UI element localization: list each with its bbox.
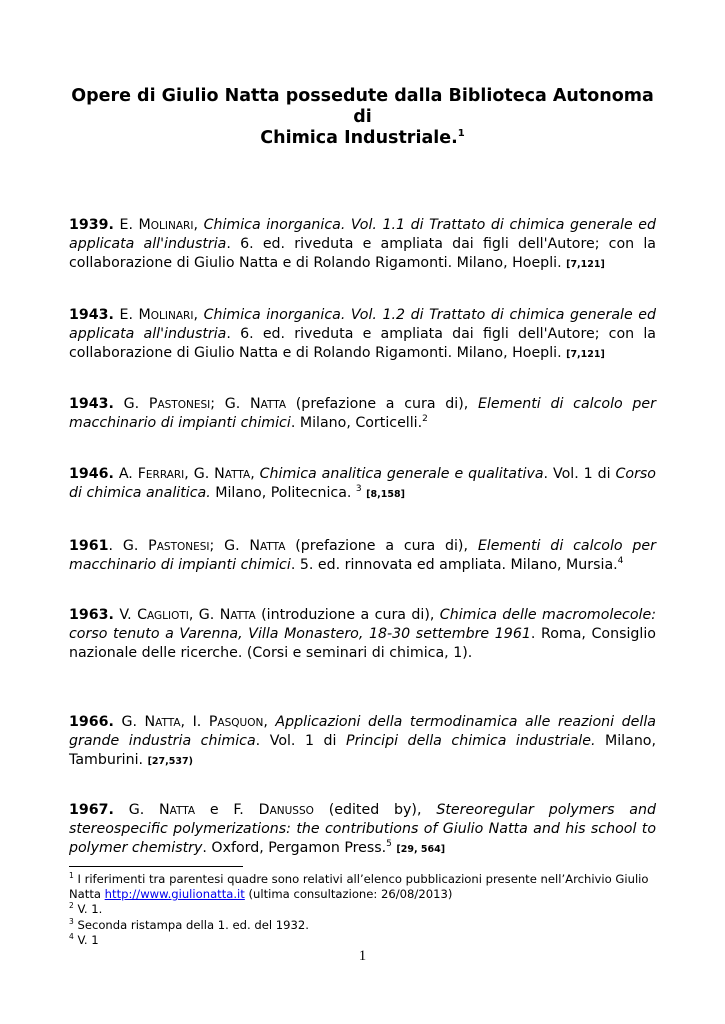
footnote-ref-5[interactable]: 5	[386, 838, 392, 849]
title-line-2: Chimica Industriale.	[260, 128, 458, 148]
entry-reference: [8,158]	[366, 489, 405, 501]
footnote-2: $^2$ V. 1.	[69, 901, 103, 917]
entry-year: 1961	[69, 538, 109, 554]
footnote-ref-2[interactable]: 2	[422, 414, 428, 425]
entry-series: Corso di chimica analitica.	[69, 466, 656, 502]
archive-link[interactable]: http://www.giulionatta.it	[104, 887, 245, 902]
entry-year: 1966.	[69, 714, 114, 730]
bibliography-entry: 1943. G. PASTONESI; G. NATTA (prefazione a cura di), Elementi di calcolo per macchinario di impianti chimici. Milano, Corticelli.$^2$	[69, 396, 656, 432]
entry-year: 1946.	[69, 466, 114, 482]
entry-publication: . Oxford, Pergamon Press.	[202, 839, 387, 856]
entry-publication: . Roma, Consiglio nazionale delle ricerche. (Corsi e seminari di chimica, 1).	[69, 626, 656, 661]
entry-author: G. NATTA	[198, 607, 256, 623]
entry-author: A. FERRARI	[118, 466, 185, 482]
bibliography-entry: 1966. G. NATTA, I. PASQUON, Applicazioni della termodinamica alle reazioni della grande industria chimica. Vol. 1 di Principi della chimica industriale. Milano, Tamburini. [27,537)	[69, 714, 656, 768]
entry-year: 1967.	[69, 802, 114, 818]
entry-author: G. NATTA	[224, 396, 287, 412]
entry-publication: . 5. ed. rinnovata ed ampliata. Milano, Mursia.	[290, 557, 618, 574]
entry-title: Chimica delle macromolecole: corso tenuto a Varenna, Villa Monastero, 18-30 settembre 1961	[69, 607, 656, 643]
entry-title: Chimica analitica generale e qualitativa	[259, 466, 544, 482]
bibliography-entry: 1967. G. NATTA e F. DANUSSO (edited by), Stereoregular polymers and stereospecific polymerizations: the contributions of Giulio Natta and his school to polymer chemistry. Oxford, Pergamon Press.$^5$ [29, 564]	[69, 802, 657, 856]
bibliography-entry: 1946. A. FERRARI, G. NATTA, Chimica analitica generale e qualitativa. Vol. 1 di Corso di chimica analitica. Milano, Politecnica. $^3$ [8,158]	[69, 466, 656, 502]
entry-author: G. NATTA	[224, 538, 286, 554]
entry-year: 1963.	[69, 607, 114, 623]
entry-series: Principi della chimica industriale.	[346, 733, 596, 750]
entry-title: Chimica inorganica. Vol. 1.2 di Trattato di chimica generale ed applicata all'industria	[69, 307, 657, 343]
entry-author: G. NATTA	[121, 714, 181, 730]
page-number: 1	[358, 948, 367, 964]
entry-author: G. NATTA	[128, 802, 196, 818]
entry-reference: [29, 564]	[396, 843, 446, 855]
entry-reference: [7,121]	[566, 348, 605, 360]
footnote-ref-1[interactable]: 1	[457, 128, 465, 139]
footnote-4: $^4$ V. 1	[69, 931, 99, 947]
entry-publication: . 6. ed. riveduta e ampliata dai figli dell'Autore; con la collaborazione di Giulio Natta e di Rolando Rigamonti. Milano, Hoepli.	[69, 326, 656, 361]
entry-author: E. MOLINARI	[119, 307, 194, 323]
footnote-separator	[69, 866, 243, 867]
entry-publication: . Milano, Corticelli.	[290, 415, 423, 432]
entry-title: Stereoregular polymers and stereospecific polymerizations: the contributions of Giulio Natta and his school to polymer chemistry	[69, 802, 657, 856]
bibliography-entry: 1943. E. MOLINARI, Chimica inorganica. Vol. 1.2 di Trattato di chimica generale ed applicata all'industria. 6. ed. riveduta e ampliata dai figli dell'Autore; con la collaborazione di Giulio Natta e di Rolando Rigamonti. Milano, Hoepli. [7,121]	[69, 307, 657, 361]
bibliography-entry: 1961. G. PASTONESI; G. NATTA (prefazione a cura di), Elementi di calcolo per macchinario di impianti chimici. 5. ed. rinnovata ed ampliata. Milano, Mursia.$^4$	[69, 538, 656, 574]
entry-author: G. NATTA	[193, 466, 251, 482]
entry-author: F. DANUSSO	[233, 802, 314, 818]
entry-year: 1943.	[69, 307, 114, 323]
footnote-3: $^3$ Seconda ristampa della 1. ed. del 1932.	[69, 916, 309, 932]
entry-author: I. PASQUON	[192, 714, 264, 730]
footnote-1: $^1$ I riferimenti tra parentesi quadre sono relativi all’elenco pubblicazioni presente nell’Archivio Giulio Natta http://www.giulionatta.it (ultima consultazione: 26/08/2013)	[69, 871, 649, 902]
entry-title: Chimica inorganica. Vol. 1.1 di Trattato di chimica generale ed applicata all'industria	[69, 217, 657, 253]
entry-year: 1943.	[69, 396, 114, 412]
entry-title: Elementi di calcolo per macchinario di impianti chimici	[69, 538, 656, 574]
footnote-ref-3[interactable]: 3	[355, 484, 362, 495]
bibliography-entry: 1963. V. CAGLIOTI, G. NATTA (introduzione a cura di), Chimica delle macromolecole: corso tenuto a Varenna, Villa Monastero, 18-30 settembre 1961. Roma, Consiglio nazionale delle ricerche. (Corsi e seminari di chimica, 1).	[69, 607, 656, 661]
entry-reference: [7,121]	[566, 258, 605, 270]
page-title	[60, 86, 665, 149]
entry-reference: [27,537)	[147, 755, 193, 767]
entry-publication: Milano, Tamburini.	[69, 733, 656, 768]
footnotes	[69, 872, 669, 948]
title-line-1: Opere di Giulio Natta possedute dalla Biblioteca Autonoma di	[71, 86, 654, 127]
entry-title: Elementi di calcolo per macchinario di impianti chimici	[69, 396, 656, 432]
entry-author: G. PASTONESI	[123, 396, 211, 412]
entry-publication: Milano, Politecnica.	[210, 485, 356, 502]
footnote-ref-4[interactable]: 4	[617, 556, 624, 567]
entry-author: V. CAGLIOTI	[119, 607, 189, 623]
entry-publication: . 6. ed. riveduta e ampliata dai figli dell'Autore; con la collaborazione di Giulio Natta e di Rolando Rigamonti. Milano, Hoepli.	[69, 236, 656, 271]
entry-author: E. MOLINARI	[119, 217, 194, 233]
entry-title: Applicazioni della termodinamica alle reazioni della grande industria chimica	[69, 714, 656, 750]
bibliography-entry: 1939. E. MOLINARI, Chimica inorganica. Vol. 1.1 di Trattato di chimica generale ed applicata all'industria. 6. ed. riveduta e ampliata dai figli dell'Autore; con la collaborazione di Giulio Natta e di Rolando Rigamonti. Milano, Hoepli. [7,121]	[69, 217, 657, 271]
entry-author: G. PASTONESI	[122, 538, 210, 554]
entry-year: 1939.	[69, 217, 114, 233]
